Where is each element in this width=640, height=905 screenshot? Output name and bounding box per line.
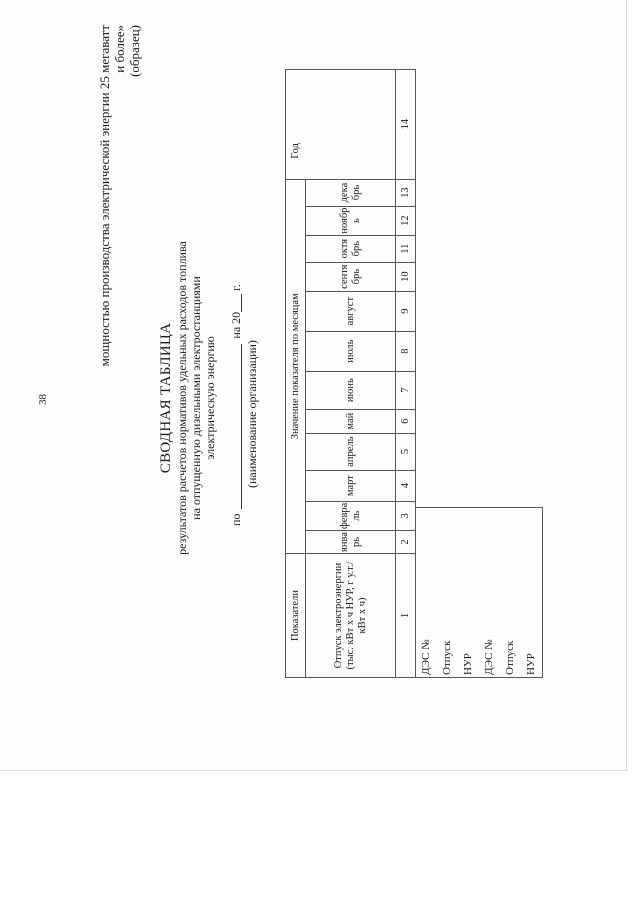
row-label-station: ДЭС № [479,508,500,678]
row-label-nur: НУР [521,508,542,678]
period-prefix: по [229,513,243,526]
column-number: 12 [396,206,416,235]
month-header: март [306,470,396,501]
month-header: ноябр ь [306,206,396,235]
column-number: 11 [396,235,416,262]
year-prefix: на 20 [229,311,243,339]
month-header: сентя брь [306,262,396,291]
month-header: май [306,409,396,433]
header-indicators: Показатели [286,554,306,678]
month-header: июль [306,331,396,371]
title-line: электрическую энергию [203,336,217,460]
period-line [229,284,244,526]
header-year: Год [286,69,396,179]
page-number: 38 [37,394,49,405]
column-number: 5 [396,433,416,470]
column-number: 8 [396,331,416,371]
column-number: 14 [396,69,416,179]
column-number: 4 [396,470,416,501]
appendix-subtitle [97,25,142,366]
subtitle-line: и более» [112,25,127,73]
row-label-station: ДЭС № [415,508,437,678]
month-header: февра ль [306,501,396,530]
column-number: 9 [396,291,416,331]
organization-label: (наименование организации) [245,340,259,488]
title-line: результатов расчетов нормативов удельных расходов топлива [175,241,189,555]
column-number: 13 [396,179,416,206]
summary-table [285,69,416,678]
year-blank [241,294,242,312]
title-line: на отпущенную дизельными электростанциями [189,276,203,520]
column-number: 1 [396,554,416,678]
month-header: янва рь [306,531,396,554]
column-number: 3 [396,501,416,530]
month-header: август [306,291,396,331]
data-rows [415,507,543,678]
month-header: дека брь [306,179,396,206]
row-label-supply: Отпуск [500,508,521,678]
row-label-supply: Отпуск [437,508,458,678]
subtitle-line: (образец) [127,25,142,77]
title-block [157,208,217,588]
column-number: 10 [396,262,416,291]
row-label-nur: НУР [458,508,479,678]
indicator-label: Отпуск электроэнергии (тыс. кВт х ч НУР, г у.т./кВт х ч) [306,554,396,678]
rotated-content [7,0,633,770]
column-number: 2 [396,531,416,554]
month-header: апрель [306,433,396,470]
organization-blank [241,344,242,509]
column-number: 7 [396,371,416,409]
month-header: октя брь [306,235,396,262]
year-suffix: г. [229,284,243,291]
subtitle-line: мощностью производства электрической энергии 25 мегаватт [97,25,112,367]
main-title: СВОДНАЯ ТАБЛИЦА [158,322,174,474]
column-number: 6 [396,409,416,433]
header-months: Значение показателя по месяцам [286,179,306,553]
month-header: июнь [306,371,396,409]
